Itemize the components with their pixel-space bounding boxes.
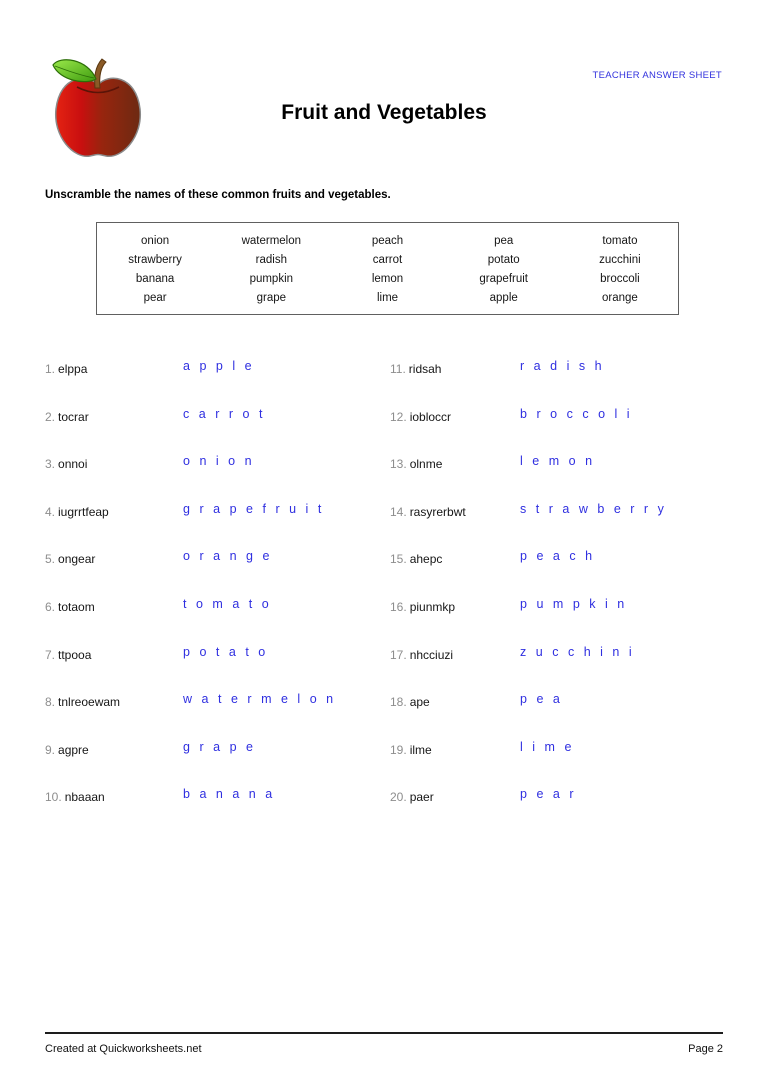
word-bank-word: lemon xyxy=(371,273,404,285)
word-bank-column xyxy=(446,232,562,314)
question-row xyxy=(390,408,723,456)
word-bank-word: banana xyxy=(135,273,175,285)
question-row xyxy=(390,646,723,694)
word-bank-column xyxy=(329,232,445,314)
answer-text: grape xyxy=(183,739,263,754)
answer-text: radish xyxy=(520,359,612,373)
question-row xyxy=(390,741,723,789)
scrambled-word: ape xyxy=(409,695,430,710)
word-bank-word: grapefruit xyxy=(479,273,528,285)
scrambled-word: nhcciuzi xyxy=(409,647,454,662)
question-row xyxy=(390,693,723,741)
answer-text: lemon xyxy=(520,454,602,469)
word-bank-word: potato xyxy=(487,254,520,266)
answer-text: banana xyxy=(183,787,282,802)
footer-credit: Created at Quickworksheets.net xyxy=(45,1043,202,1055)
question-number: 19. xyxy=(390,742,407,757)
answer-text: watermelon xyxy=(183,692,343,707)
answer-text: pear xyxy=(520,787,584,802)
answer-text: peach xyxy=(520,549,602,564)
word-bank-word: pea xyxy=(494,235,514,247)
question-number: 12. xyxy=(390,409,407,424)
question-row xyxy=(45,408,385,456)
scrambled-word: olnme xyxy=(409,457,443,472)
question-row xyxy=(390,788,723,836)
scrambled-word: ttpooa xyxy=(58,647,92,662)
question-number: 7. xyxy=(45,647,56,662)
question-row xyxy=(45,693,385,741)
word-bank-word: grape xyxy=(256,292,287,304)
word-bank-word: pear xyxy=(143,292,167,304)
word-bank-word: peach xyxy=(371,235,404,247)
question-row xyxy=(390,360,723,408)
scrambled-word: ilme xyxy=(409,742,432,757)
answer-text: orange xyxy=(183,549,279,564)
question-number: 3. xyxy=(45,457,56,472)
question-row xyxy=(390,598,723,646)
scrambled-word: tnlreoewam xyxy=(58,695,121,710)
footer-page-number: Page 2 xyxy=(688,1043,723,1055)
scrambled-word: agpre xyxy=(58,742,89,757)
word-bank-word: carrot xyxy=(372,254,403,266)
answer-text: apple xyxy=(183,359,262,373)
question-number: 10. xyxy=(45,790,62,805)
question-number: 13. xyxy=(390,457,407,472)
question-row xyxy=(45,360,385,408)
scrambled-word: onnoi xyxy=(58,457,88,472)
answer-text: lime xyxy=(520,739,581,754)
answer-text: onion xyxy=(183,454,262,469)
scrambled-word: elppa xyxy=(58,362,88,376)
teacher-answer-sheet-label: TEACHER ANSWER SHEET xyxy=(592,70,722,81)
page-title: Fruit and Vegetables xyxy=(281,101,487,124)
answer-text: tomato xyxy=(183,596,279,611)
question-row xyxy=(390,455,723,503)
scrambled-word: nbaaan xyxy=(64,790,105,805)
answer-text: carrot xyxy=(183,406,272,421)
question-row xyxy=(45,503,385,551)
scrambled-word: iugrrtfeap xyxy=(58,504,109,519)
question-number: 8. xyxy=(45,695,56,710)
question-number: 16. xyxy=(390,599,407,614)
question-number: 14. xyxy=(390,504,407,519)
word-bank-word: pumpkin xyxy=(249,273,294,285)
question-row xyxy=(45,788,385,836)
scrambled-word: rasyrerbwt xyxy=(409,504,466,519)
scrambled-word: tocrar xyxy=(58,409,89,424)
question-number: 4. xyxy=(45,504,56,519)
answer-text: zucchini xyxy=(520,644,642,659)
question-row xyxy=(390,550,723,598)
question-row xyxy=(45,550,385,598)
word-bank-word: apple xyxy=(489,292,518,304)
word-bank-word: watermelon xyxy=(241,235,302,247)
word-bank-word: onion xyxy=(141,235,170,247)
word-bank-word: orange xyxy=(602,292,638,304)
question-number: 18. xyxy=(390,695,407,710)
question-number: 2. xyxy=(45,409,56,424)
scrambled-word: piunmkp xyxy=(409,599,456,614)
question-number: 11. xyxy=(390,362,406,376)
word-bank-column xyxy=(562,232,678,314)
instruction-text: Unscramble the names of these common fruits and vegetables. xyxy=(45,189,391,201)
scrambled-word: ongear xyxy=(58,552,96,567)
question-number: 9. xyxy=(45,742,56,757)
question-row xyxy=(45,598,385,646)
scrambled-word: paer xyxy=(409,790,434,805)
word-bank-word: tomato xyxy=(602,235,638,247)
question-row xyxy=(390,503,723,551)
word-bank-box xyxy=(96,222,679,315)
questions-column-left xyxy=(45,360,385,836)
word-bank-word: broccoli xyxy=(600,273,640,285)
question-number: 20. xyxy=(390,790,407,805)
word-bank-word: zucchini xyxy=(599,254,641,266)
word-bank-word: lime xyxy=(376,292,399,304)
question-number: 17. xyxy=(390,647,407,662)
answer-text: strawberry xyxy=(520,501,674,516)
question-row xyxy=(45,646,385,694)
question-number: 5. xyxy=(45,552,56,567)
footer-divider xyxy=(45,1032,723,1034)
question-number: 1. xyxy=(45,362,56,376)
word-bank-column xyxy=(97,232,213,314)
answer-text: broccoli xyxy=(520,406,640,421)
question-number: 6. xyxy=(45,599,56,614)
word-bank-word: radish xyxy=(255,254,287,266)
question-number: 15. xyxy=(390,552,407,567)
scrambled-word: ridsah xyxy=(408,362,442,376)
word-bank-column xyxy=(213,232,329,314)
question-row xyxy=(45,455,385,503)
scrambled-word: ahepc xyxy=(409,552,443,567)
question-row xyxy=(45,741,385,789)
answer-text: pumpkin xyxy=(520,596,634,611)
scrambled-word: iobloccr xyxy=(409,409,452,424)
answer-text: potato xyxy=(183,644,275,659)
scrambled-word: totaom xyxy=(58,599,95,614)
word-bank-word: strawberry xyxy=(128,254,182,266)
answer-text: pea xyxy=(520,692,570,707)
questions-column-right xyxy=(390,360,723,836)
answer-text: grapefruit xyxy=(183,501,331,516)
